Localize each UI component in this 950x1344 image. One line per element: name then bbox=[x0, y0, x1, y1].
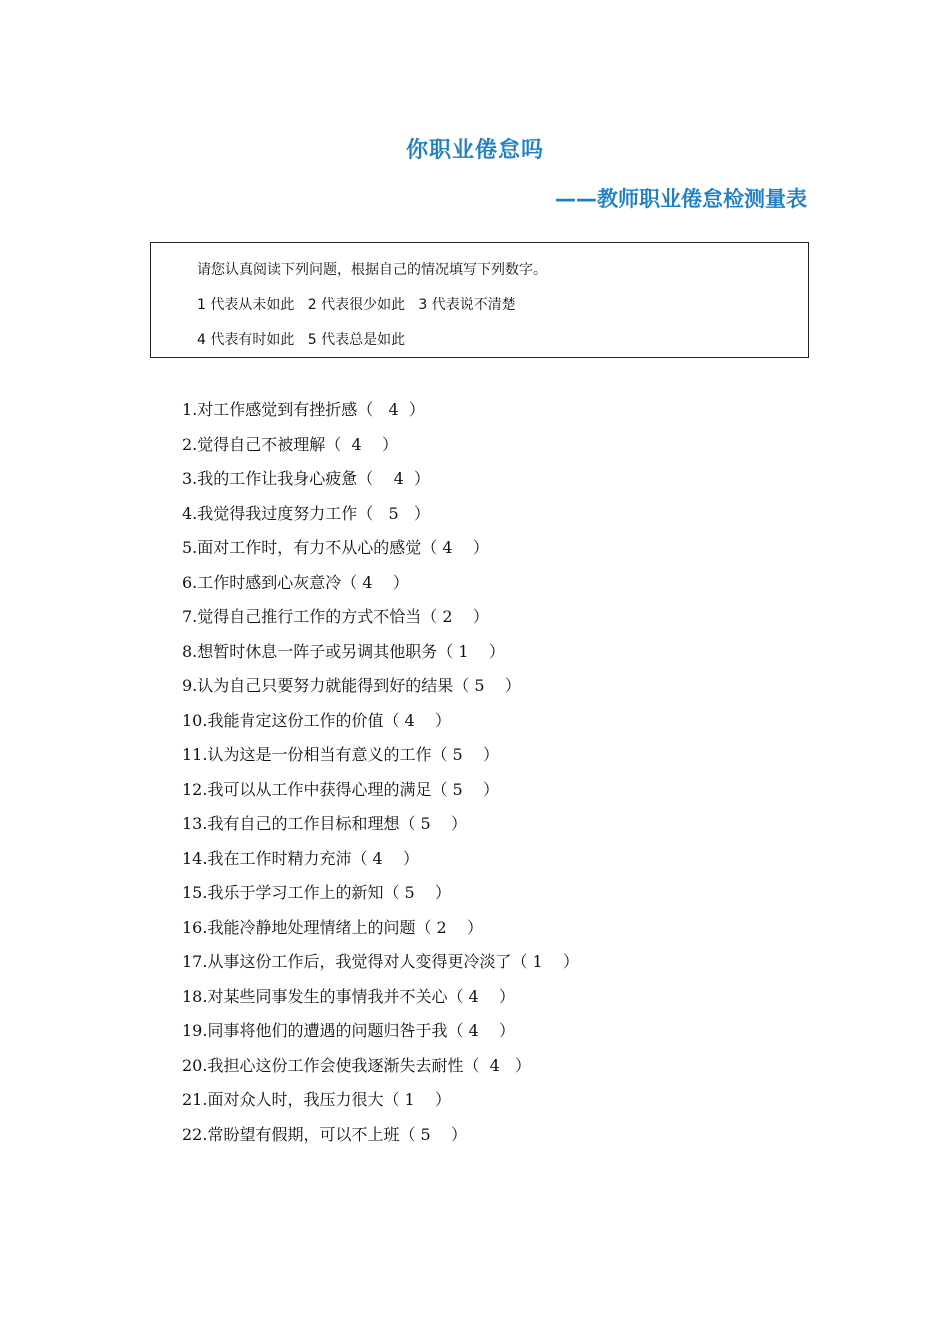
question-item: 5.面对工作时，有力不从心的感觉（ 4 ） bbox=[182, 538, 489, 557]
instructions-box bbox=[150, 242, 809, 358]
question-item: 15.我乐于学习工作上的新知（ 5 ） bbox=[182, 883, 452, 902]
question-item: 22.常盼望有假期，可以不上班（ 5 ） bbox=[182, 1124, 468, 1144]
question-item: 13.我有自己的工作目标和理想（ 5 ） bbox=[182, 814, 468, 833]
question-item: 12.我可以从工作中获得心理的满足（ 5 ） bbox=[182, 779, 500, 799]
question-item: 7.觉得自己推行工作的方式不恰当（ 2 ） bbox=[182, 607, 489, 626]
scale-legend-line-2: 4 代表有时如此 5 代表总是如此 bbox=[197, 332, 406, 348]
question-item: 3.我的工作让我身心疲惫（ 4 ） bbox=[182, 469, 430, 488]
question-item: 20.我担心这份工作会使我逐渐失去耐性（ 4 ） bbox=[182, 1055, 532, 1075]
page-title: 你职业倦怠吗 bbox=[405, 138, 544, 163]
question-item: 16.我能冷静地处理情绪上的问题（ 2 ） bbox=[182, 917, 484, 937]
question-item: 9.认为自己只要努力就能得到好的结果（ 5 ） bbox=[182, 676, 521, 695]
instructions-intro: 请您认真阅读下列问题，根据自己的情况填写下列数字。 bbox=[197, 262, 547, 278]
question-item: 21.面对众人时，我压力很大（ 1 ） bbox=[182, 1090, 452, 1109]
question-item: 14.我在工作时精力充沛（ 4 ） bbox=[182, 848, 420, 868]
question-item: 1.对工作感觉到有挫折感（ 4 ） bbox=[182, 400, 425, 419]
question-item: 11.认为这是一份相当有意义的工作（ 5 ） bbox=[182, 745, 500, 764]
question-item: 10.我能肯定这份工作的价值（ 4 ） bbox=[182, 710, 452, 730]
question-item: 6.工作时感到心灰意冷（ 4 ） bbox=[182, 572, 409, 592]
question-list bbox=[182, 396, 579, 1155]
scale-legend-line-1: 1 代表从未如此 2 代表很少如此 3 代表说不清楚 bbox=[197, 297, 516, 313]
question-item: 8.想暂时休息一阵子或另调其他职务（ 1 ） bbox=[182, 641, 505, 661]
question-item: 17.从事这份工作后，我觉得对人变得更冷淡了（ 1 ） bbox=[182, 952, 580, 971]
question-item: 4.我觉得我过度努力工作（ 5 ） bbox=[182, 503, 430, 523]
page-subtitle: ——教师职业倦怠检测量表 bbox=[555, 187, 807, 211]
question-item: 2.觉得自己不被理解（ 4 ） bbox=[182, 434, 398, 454]
question-item: 19.同事将他们的遭遇的问题归咎于我（ 4 ） bbox=[182, 1021, 516, 1040]
question-item: 18.对某些同事发生的事情我并不关心（ 4 ） bbox=[182, 986, 516, 1006]
